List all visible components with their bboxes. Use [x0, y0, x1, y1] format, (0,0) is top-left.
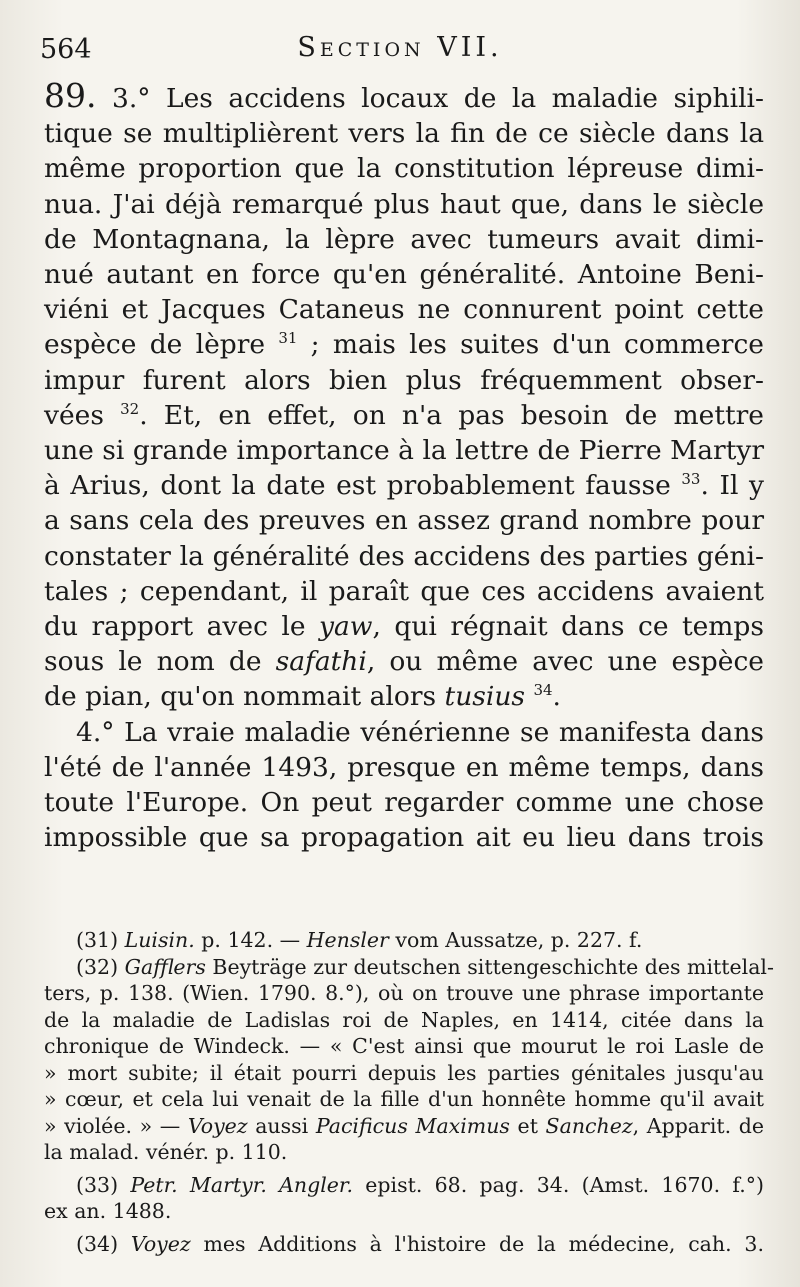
- main-text: [44, 78, 764, 855]
- text-line: 89. 3.° Les accidens locaux de la maladie siphili-: [44, 76, 764, 115]
- footnote-line: ters, p. 138. (Wien. 1790. 8.°), où on trouve une phrase importante: [44, 981, 764, 1005]
- footnotes: [44, 927, 774, 1257]
- text-line: une si grande importance à la lettre de Pierre Martyr: [44, 435, 764, 467]
- text-line: nua. J'ai déjà remarqué plus haut que, dans le siècle: [44, 188, 764, 220]
- footnote-line: (33) Petr. Martyr. Angler. epist. 68. pag. 34. (Amst. 1670. f.°): [76, 1172, 764, 1197]
- text-line: nué autant en force qu'en généralité. Antoine Beni-: [44, 259, 764, 291]
- note-ref: 33: [681, 470, 701, 489]
- footnote-line: chronique de Windeck. — « C'est ainsi que mourut le roi Lasle de: [44, 1034, 764, 1058]
- text-line: viéni et Jacques Cataneus ne connurent point cette: [44, 294, 764, 326]
- text-line: de pian, qu'on nommait alors tusius $^{34}$.: [44, 681, 561, 713]
- footnote-32: [44, 954, 774, 1166]
- footnote-line: » cœur, et cela lui venait de la fille d'un honnête homme qu'il avait: [44, 1087, 764, 1111]
- text-line: constater la généralité des accidens des parties géni-: [44, 540, 764, 572]
- note-ref: 34: [533, 681, 553, 700]
- footnote-31: (31) Luisin. p. 142. — Hensler vom Aussatze, p. 227. f.: [76, 928, 643, 952]
- paragraph-number: 89.: [44, 76, 97, 115]
- text-line: 4.° La vraie maladie vénérienne se manifesta dans: [76, 716, 764, 748]
- text-line: a sans cela des preuves en assez grand nombre pour: [44, 505, 764, 537]
- text-line: sous le nom de safathi, ou même avec une espèce: [44, 646, 764, 678]
- footnote-line: la malad. vénér. p. 110.: [44, 1140, 288, 1164]
- text-line: du rapport avec le yaw, qui régnait dans ce temps: [44, 611, 764, 643]
- page-number: 564: [40, 34, 92, 65]
- text-line: espèce de lèpre $^{31}$ ; mais les suites d'un commerce: [44, 329, 764, 361]
- text-line: impur furent alors bien plus fréquemment obser-: [44, 364, 764, 396]
- text-line: même proportion que la constitution lépreuse dimi-: [44, 153, 764, 185]
- running-head: Section VII.: [297, 32, 503, 63]
- footnote-34: (34) Voyez mes Additions à l'histoire de la médecine, cah. 3.: [76, 1231, 764, 1256]
- text-line: tique se multiplièrent vers la fin de ce siècle dans la: [44, 118, 764, 150]
- page-header: [40, 32, 760, 72]
- text-line: toute l'Europe. On peut regarder comme une chose: [44, 787, 764, 819]
- footnote-line: (32) Gafflers Beyträge zur deutschen sittengeschichte des mittelal-: [76, 954, 774, 979]
- text-line: de Montagnana, la lèpre avec tumeurs avait dimi-: [44, 223, 764, 255]
- text-line: l'été de l'année 1493, presque en même temps, dans: [44, 751, 764, 783]
- text-line: vées $^{32}$. Et, en effet, on n'a pas besoin de mettre: [44, 399, 764, 431]
- note-ref: 31: [278, 329, 298, 348]
- footnote-line: de la maladie de Ladislas roi de Naples, en 1414, citée dans la: [44, 1007, 764, 1032]
- text-line: à Arius, dont la date est probablement fausse $^{33}$. Il y: [44, 470, 765, 502]
- footnote-line: » violée. » — Voyez aussi Pacificus Maximus et Sanchez, Apparit. de: [44, 1113, 765, 1138]
- footnote-line: » mort subite; il était pourri depuis les parties génitales jusqu'au: [44, 1060, 764, 1085]
- text-line: impossible que sa propagation ait eu lieu dans trois: [44, 822, 764, 854]
- footnote-line: ex an. 1488.: [44, 1199, 172, 1223]
- footnote-33: [44, 1172, 764, 1225]
- note-ref: 32: [120, 400, 140, 418]
- text-line: tales ; cependant, il paraît que ces accidens avaient: [44, 575, 764, 607]
